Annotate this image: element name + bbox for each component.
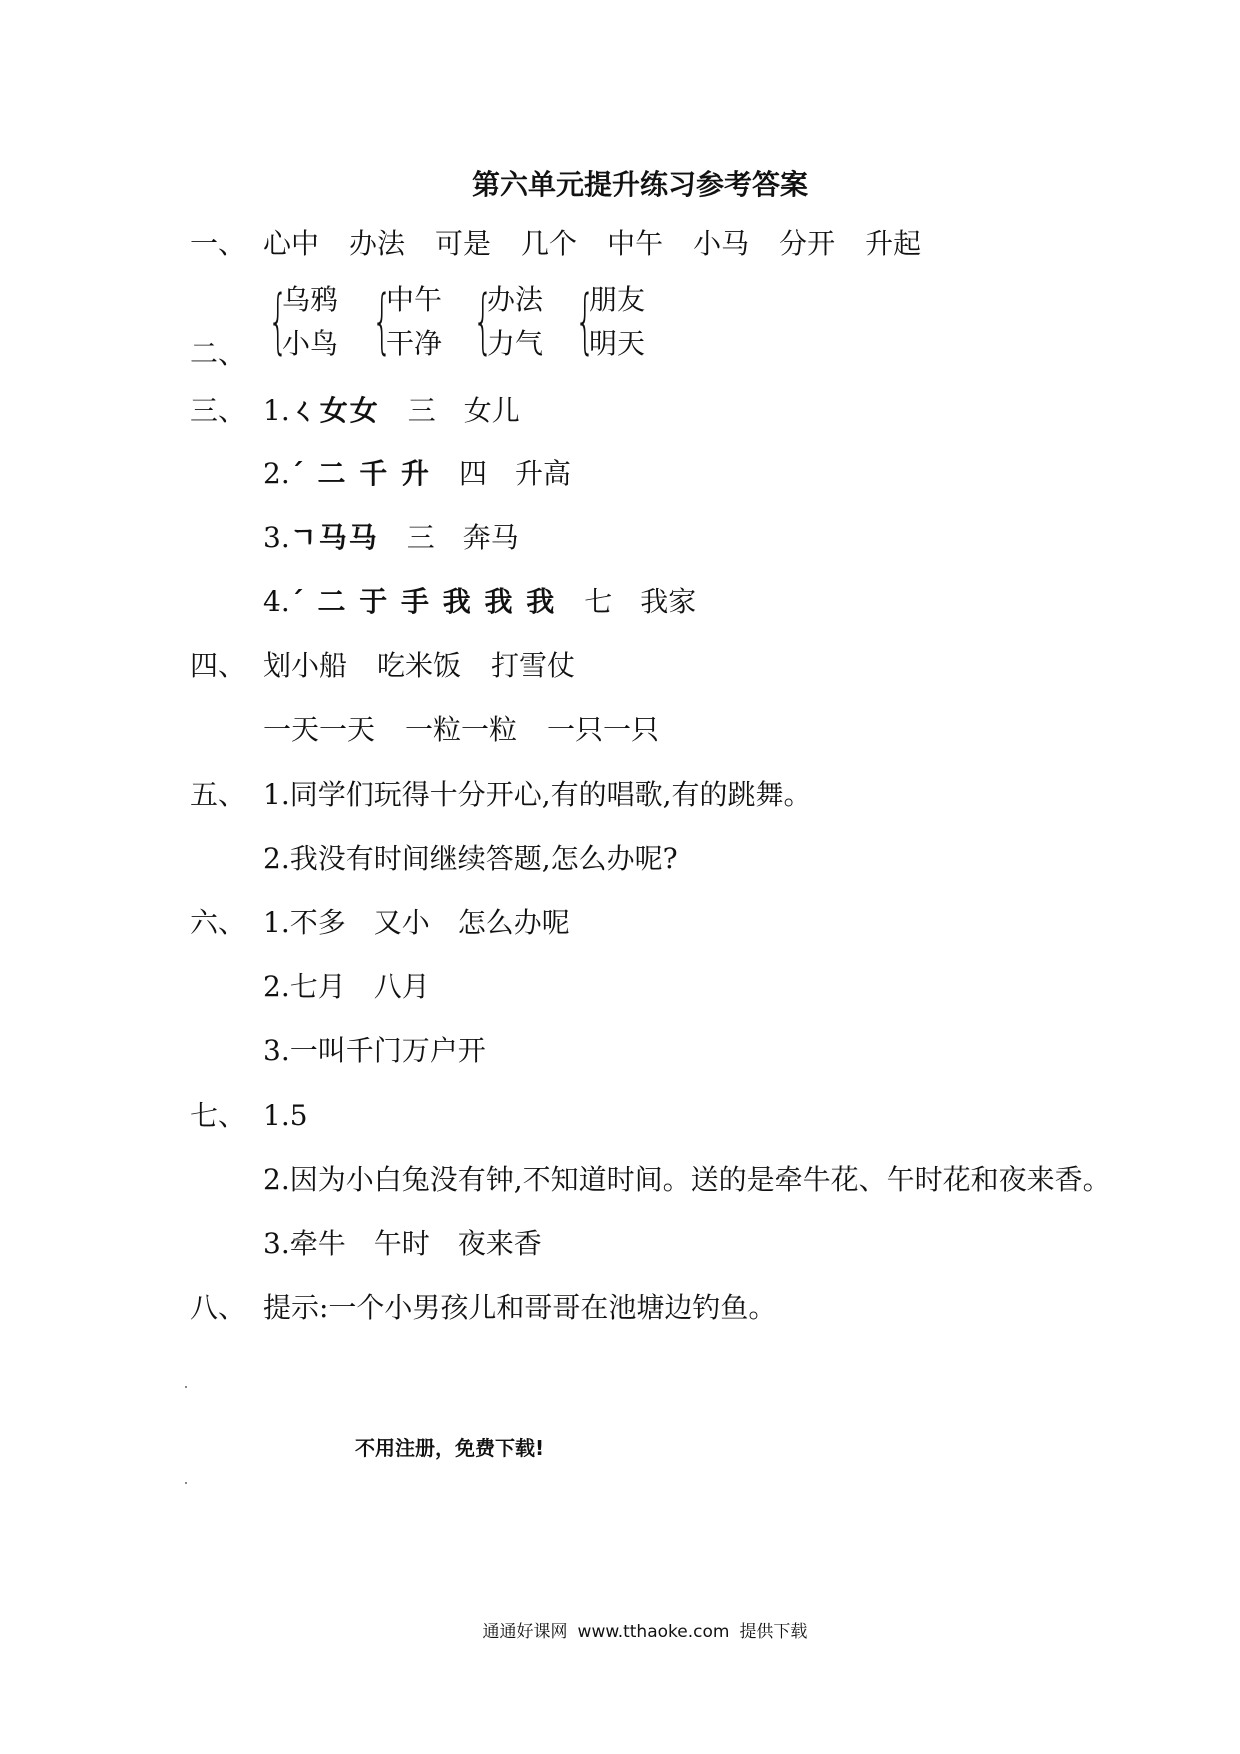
answer-line: 1.不多 又小 怎么办呢 — [263, 906, 570, 939]
word: 心中 — [263, 227, 320, 260]
section-3-number: 三、 — [190, 394, 247, 427]
item-index: 1. — [263, 394, 290, 427]
pair-bottom-word: 小鸟 — [282, 327, 339, 360]
pair-top-word: 办法 — [487, 283, 544, 316]
section-7-number: 七、 — [190, 1099, 247, 1132]
stroke-order: ㄱ马马 — [289, 521, 379, 554]
word-pair-group — [473, 282, 573, 362]
section-5-number: 五、 — [190, 778, 247, 811]
stroke-item — [263, 520, 519, 556]
phrase: 一粒一粒 — [405, 713, 518, 746]
phrase: 划小船 — [263, 649, 348, 682]
footer-site-name: 通通好课网 — [482, 1622, 568, 1642]
item-index: 3. — [263, 521, 290, 554]
stroke-item — [263, 456, 571, 492]
brace-icon: { — [268, 280, 289, 362]
item-index: 2. — [263, 457, 290, 490]
download-note: 不用注册，免费下载! — [355, 1436, 545, 1460]
pair-top-word: 朋友 — [589, 283, 646, 316]
section-4-number: 四、 — [190, 649, 247, 682]
example-word: 女儿 — [463, 394, 520, 427]
answer-line: 提示:一个小男孩儿和哥哥在池塘边钓鱼。 — [263, 1291, 777, 1324]
word: 中午 — [607, 227, 664, 260]
brace-icon: { — [575, 280, 596, 362]
page-title: 第六单元提升练习参考答案 — [471, 168, 808, 201]
scan-speck — [185, 1482, 187, 1484]
word-pair-group — [372, 282, 472, 362]
brace-icon: { — [372, 280, 393, 362]
section-4-line-2 — [263, 712, 689, 748]
example-word: 升高 — [514, 457, 571, 490]
section-1-number: 一、 — [190, 227, 247, 260]
word: 几个 — [521, 227, 578, 260]
sentence: 2.我没有时间继续答题,怎么办呢? — [263, 842, 678, 875]
word: 分开 — [779, 227, 836, 260]
footer-url[interactable]: www.tthaoke.com — [577, 1622, 730, 1642]
section-4-line-1 — [263, 648, 605, 684]
word-pair-group — [268, 282, 368, 362]
item-index: 4. — [263, 585, 290, 618]
phrase: 吃米饭 — [377, 649, 462, 682]
answer-line: 3.牵牛 午时 夜来香 — [263, 1227, 542, 1260]
answer-line: 2.七月 八月 — [263, 970, 430, 1003]
section-2-number: 二、 — [190, 337, 247, 370]
sentence: 1.同学们玩得十分开心,有的唱歌,有的跳舞。 — [263, 778, 812, 811]
answer-line: 2.因为小白兔没有钟,不知道时间。送的是牵牛花、午时花和夜来香。 — [263, 1163, 1111, 1196]
stroke-item — [263, 584, 696, 620]
example-word: 我家 — [640, 585, 697, 618]
stroke-count: 七 — [584, 585, 613, 618]
phrase: 一只一只 — [547, 713, 660, 746]
pair-bottom-word: 力气 — [487, 327, 544, 360]
example-word: 奔马 — [462, 521, 519, 554]
stroke-item — [263, 393, 520, 429]
section-1-words — [263, 226, 951, 262]
brace-icon: { — [473, 280, 494, 362]
word: 升起 — [865, 227, 922, 260]
scan-speck — [185, 1386, 187, 1388]
phrase: 打雪仗 — [491, 649, 576, 682]
section-6-number: 六、 — [190, 906, 247, 939]
word-pair-group — [575, 282, 675, 362]
stroke-order: ˊ 二 千 升 — [289, 457, 431, 490]
pair-bottom-word: 明天 — [589, 327, 646, 360]
pair-top-word: 中午 — [386, 283, 443, 316]
stroke-count: 三 — [407, 394, 436, 427]
phrase: 一天一天 — [263, 713, 376, 746]
pair-bottom-word: 干净 — [386, 327, 443, 360]
section-8-number: 八、 — [190, 1291, 247, 1324]
stroke-count: 四 — [458, 457, 487, 490]
stroke-count: 三 — [406, 521, 435, 554]
word: 办法 — [349, 227, 406, 260]
footer-tail: 提供下载 — [739, 1622, 808, 1642]
footer — [0, 1617, 1240, 1642]
answer-line: 3.一叫千门万户开 — [263, 1034, 486, 1067]
answer-line: 1.5 — [263, 1099, 308, 1132]
word: 小马 — [693, 227, 750, 260]
word: 可是 — [435, 227, 492, 260]
pair-top-word: 乌鸦 — [282, 283, 339, 316]
stroke-order: ˊ 二 于 手 我 我 我 — [289, 585, 557, 618]
stroke-order: ㄑ女女 — [289, 394, 380, 427]
